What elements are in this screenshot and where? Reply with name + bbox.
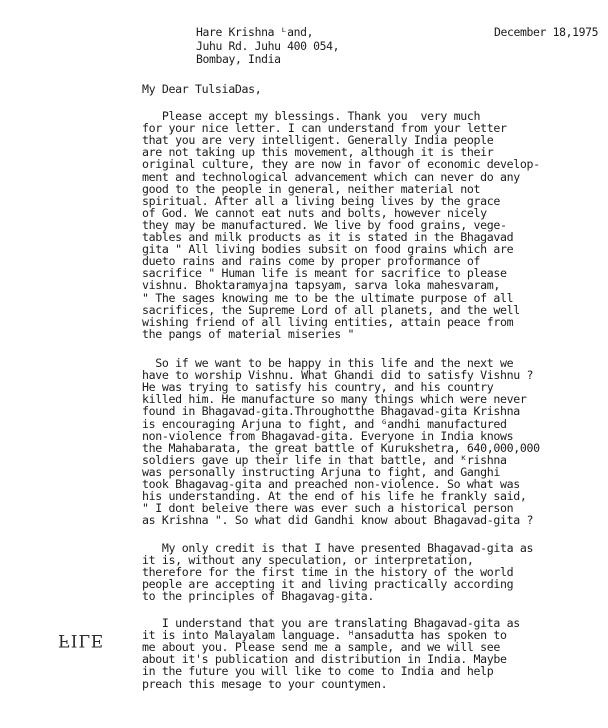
- body-line: of God. We cannot eat nuts and bolts, however nicely: [142, 205, 487, 220]
- body-line: soldiers gave up their life in that battle, and ᴷrishna: [142, 452, 507, 467]
- body-line: found in Bhagavad-gita.Throughotthe Bhagavad-gita Krishna: [142, 404, 520, 419]
- body-line: My only credit is that I have presented Bhagavad-gita as: [142, 541, 534, 555]
- body-line: gita " All living bodies subsit on food grains which are: [142, 242, 514, 257]
- body-line: therefore for the first time in the history of the world: [142, 565, 514, 580]
- body-line: I understand that you are translating Bhagavad-gita as: [142, 616, 520, 630]
- body-line: are not taking up this movement, although it is their: [142, 145, 494, 160]
- body-line: was personally instructing Arjuna to fight, and Ganghi: [142, 464, 501, 479]
- body-line: " I dont beleive there was ever such a historical person: [142, 501, 514, 516]
- body-line: vishnu. Bhoktaramyajna tapsyam, sarva loka mahesvaram,: [142, 278, 501, 293]
- body-line: preach this mesage to your countymen.: [142, 676, 388, 691]
- address-line-3: Bombay, India: [196, 52, 281, 66]
- body-line: " The sages knowing me to be the ultimate purpose of all: [142, 290, 514, 305]
- body-line: good to the people in general, neither material not: [142, 181, 481, 196]
- body-line: that you are very intelligent. Generally India people: [142, 133, 494, 148]
- body-line: dueto rains and rains come by proper proformance of: [142, 254, 481, 269]
- body-line: it is, without any speculation, or interpretation,: [142, 553, 474, 568]
- body-line: for your nice letter. I can understand from your letter: [142, 121, 507, 136]
- body-line: the Mahabarata, the great battle of Kurukshetra, 640,000,000: [142, 440, 540, 455]
- body-line: killed him. He manufacture so many things which were never: [142, 392, 527, 407]
- body-line: sacrifice " Human life is meant for sacrifice to please: [142, 266, 507, 281]
- body-line: spiritual. After all a living being lives by the grace: [142, 193, 501, 208]
- body-line: ment and technological advancement which can never do any: [142, 169, 520, 184]
- body-line: as Krishna ". So what did Gandhi know about Bhagavad-gita ?: [142, 513, 534, 528]
- body-line: the pangs of material miseries ": [142, 326, 355, 341]
- salutation: My Dear TulsiaDas,: [142, 82, 262, 96]
- body-line: me about you. Please send me a sample, and we will see: [142, 640, 501, 655]
- address-line-2: Juhu Rd. Juhu 400 054,: [196, 39, 340, 53]
- body-line: they may be manufactured. We live by food grains, vege-: [142, 217, 507, 232]
- address-line-1: Hare Krishna ᴸand,: [196, 25, 314, 39]
- body-line: wishing friend of all living entities, attain peace from: [142, 314, 514, 329]
- body-line: have to worship Vishnu. What Ghandi did to satisfy Vishnu ?: [142, 368, 534, 383]
- letter-date: December 18,1975: [494, 25, 599, 39]
- body-line: He was trying to satisfy his country, and his country: [142, 380, 494, 395]
- body-line: it is into Malayalam language. ᴴansadutta has spoken to: [142, 628, 507, 643]
- body-line: took Bhagavag-gita and preached non-violence. So what was: [142, 477, 520, 491]
- file-stamp: FILE: [58, 630, 105, 650]
- body-line: tables and milk products as it is stated in the Bhagavad: [142, 230, 514, 244]
- body-line: So if we want to be happy in this life and the next we: [142, 356, 514, 370]
- body-line: original culture, they are now in favor of economic develop-: [142, 157, 540, 172]
- body-line: about it's publication and distribution in India. Maybe: [142, 652, 507, 667]
- body-line: sacrifices, the Supreme Lord of all planets, and the well: [142, 302, 520, 317]
- body-line: his understanding. At the end of his life he frankly said,: [142, 489, 527, 504]
- body-line: is encouraging Arjuna to fight, and ᴳandhi manufactured: [142, 416, 507, 431]
- body-line: non-violence from Bhagavad-gita. Everyone in India knows: [142, 428, 514, 443]
- body-line: to the principles of Bhagavag-gita.: [142, 589, 375, 604]
- body-line: Please accept my blessings. Thank you very much: [142, 109, 481, 123]
- body-line: people are accepting it and living practically according: [142, 577, 514, 592]
- body-line: in the future you will like to come to India and help: [142, 664, 494, 679]
